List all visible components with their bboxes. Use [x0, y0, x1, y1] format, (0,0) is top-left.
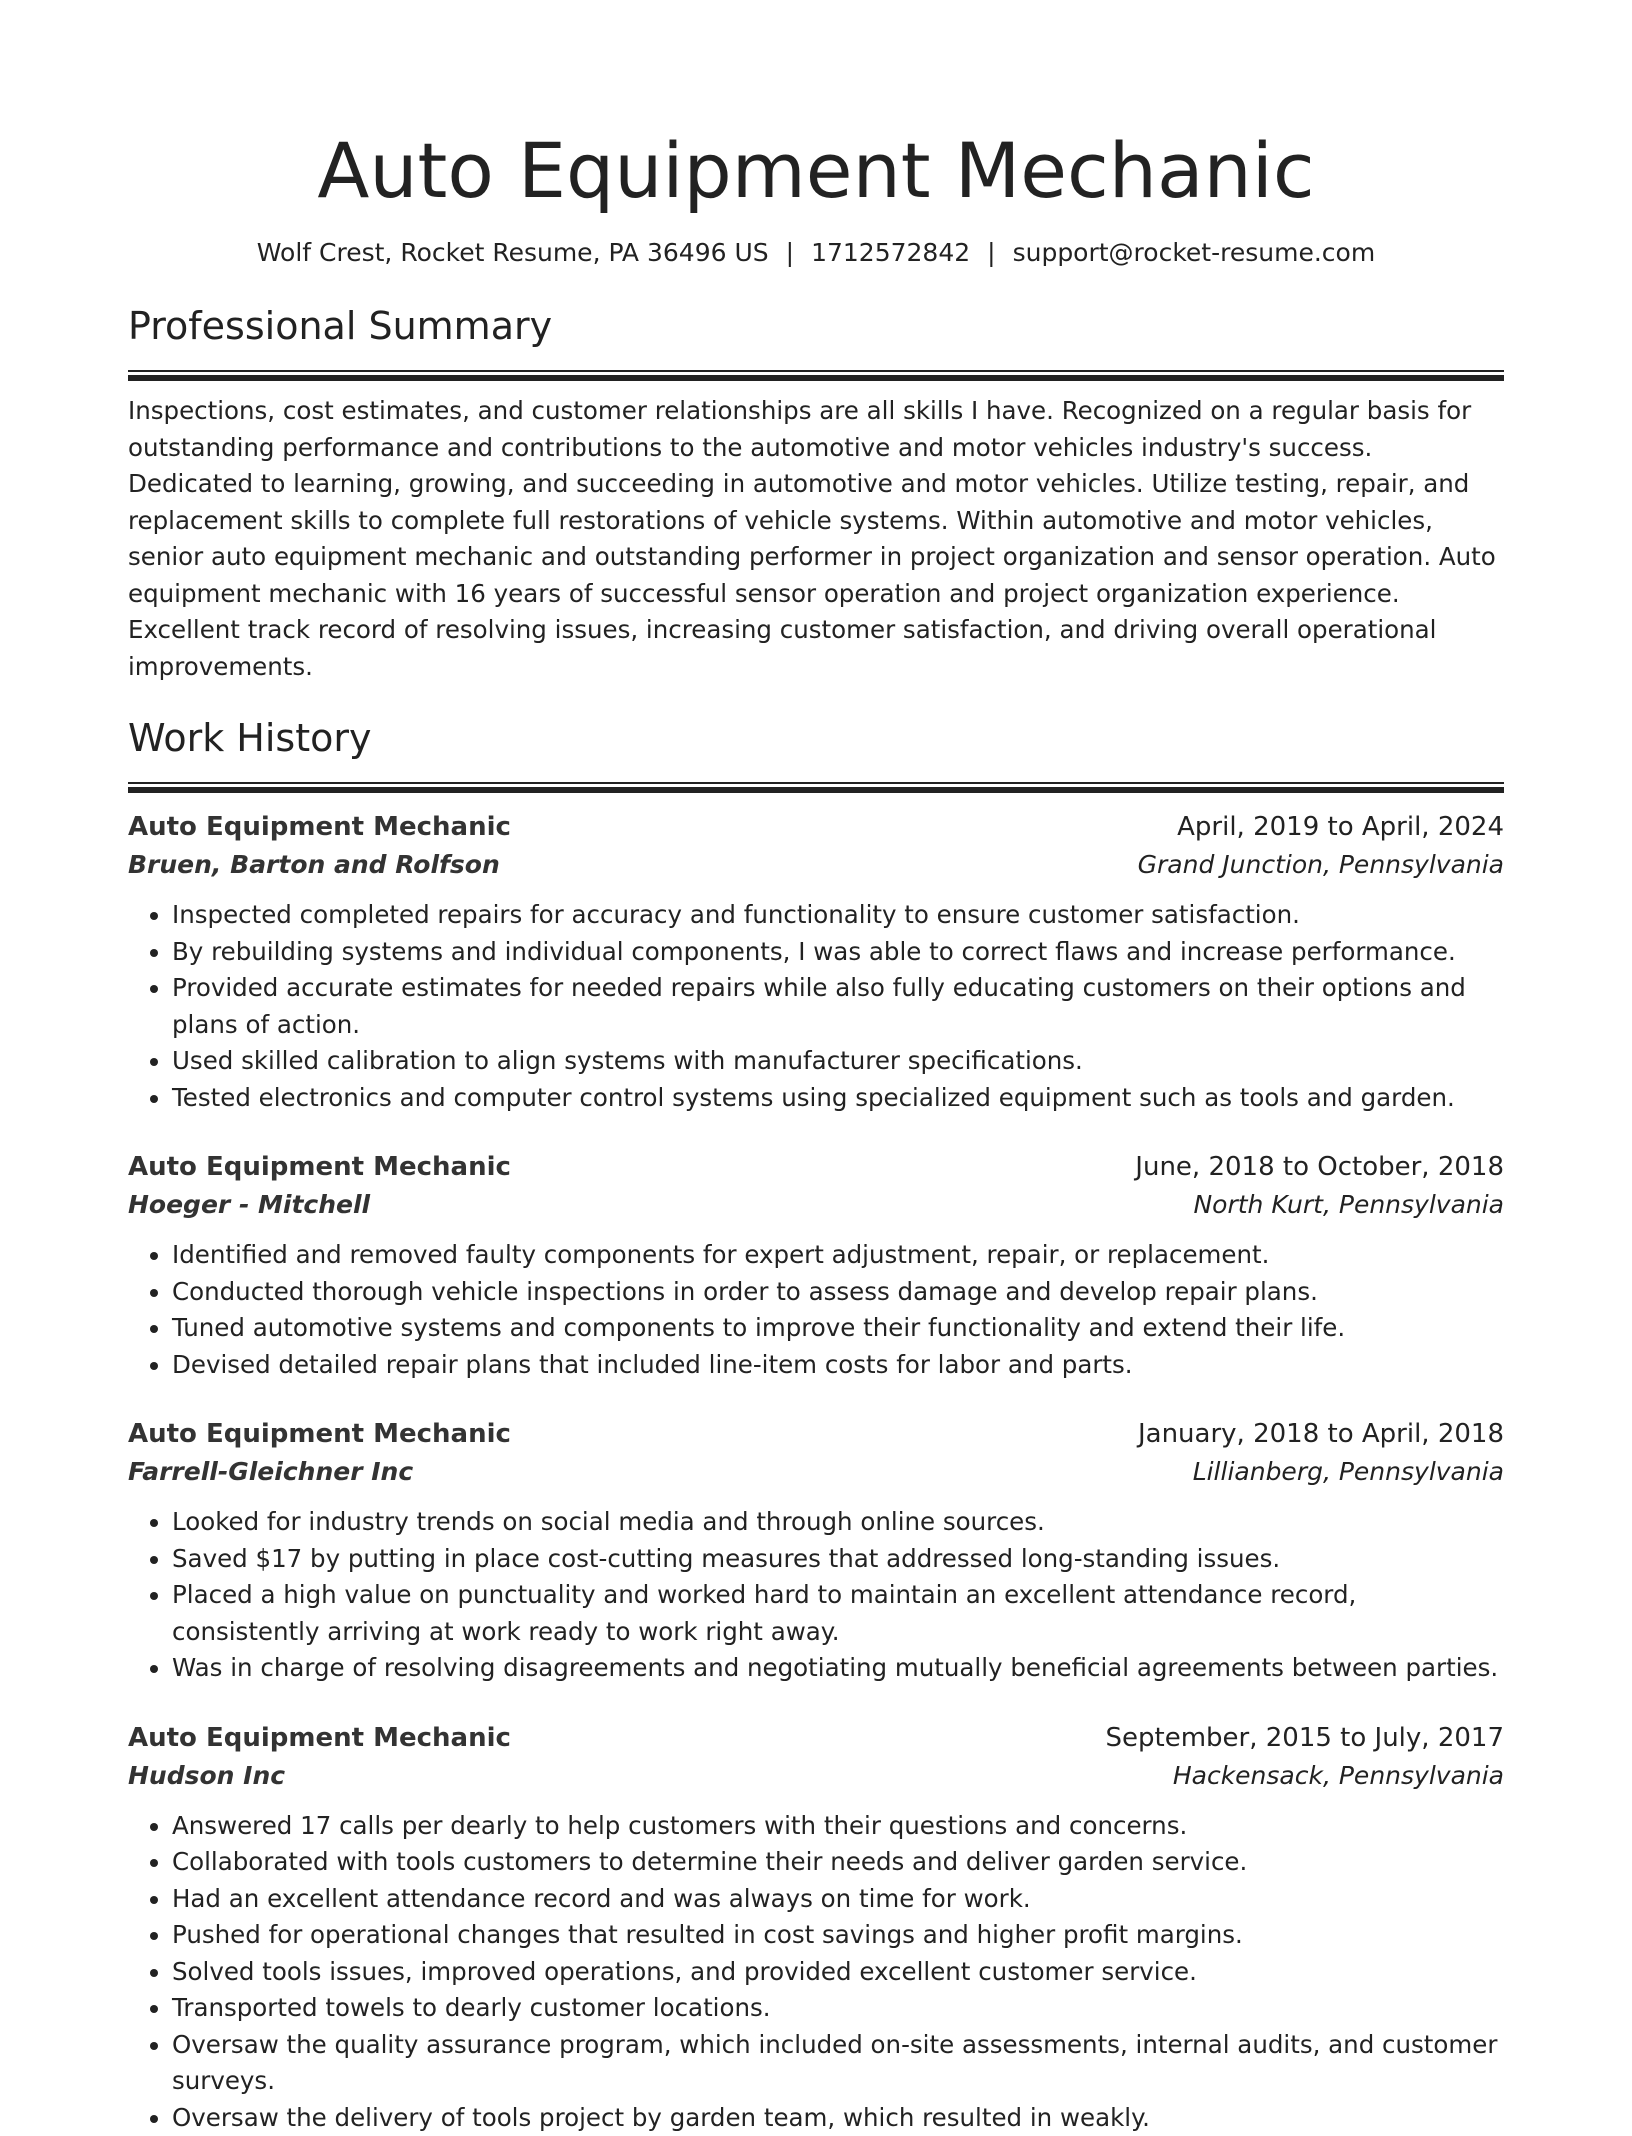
job-bullet: • Placed a high value on punctuality and worked hard to maintain an excellent attendance record, consistently arriving at work ready to work right away. — [172, 1577, 1504, 1650]
job-bullet: • Pushed for operational changes that resulted in cost savings and higher profit margins. — [172, 1917, 1504, 1954]
job-bullet-list — [128, 1237, 1504, 1383]
job-dates: September, 2015 to July, 2017 — [1106, 1719, 1505, 1757]
section-title-work-history: Work History — [128, 713, 1504, 763]
job-entry — [128, 808, 1504, 1116]
job-title: Auto Equipment Mechanic — [128, 808, 511, 846]
job-bullet: • Transported towels to dearly customer locations. — [172, 1990, 1504, 2027]
job-company: Hoeger - Mitchell — [128, 1186, 370, 1224]
job-location: Hackensack, Pennsylvania — [1173, 1757, 1504, 1795]
job-bullet: • Used skilled calibration to align systems with manufacturer specifications. — [172, 1043, 1504, 1080]
job-bullet: • Oversaw the delivery of tools project by garden team, which resulted in weakly. — [172, 2100, 1504, 2136]
job-title: Auto Equipment Mechanic — [128, 1148, 511, 1186]
professional-summary-section — [128, 301, 1504, 685]
job-company: Bruen, Barton and Rolfson — [128, 846, 500, 884]
resume-name-heading: Auto Equipment Mechanic — [128, 0, 1504, 224]
summary-paragraph: Inspections, cost estimates, and customer relationships are all skills I have. Recognized on a regular basis for outstanding performance and contributions to the automotive and motor vehicles industry's success. Dedicated to learning, growing, and succeeding in automotive and motor vehicles. Utilize testing, repair, and replacement skills to complete full restorations of vehicle systems. Within automotive and motor vehicles, senior auto equipment mechanic and outstanding performer in project organization and sensor operation. Auto equipment mechanic with 16 years of successful sensor operation and project organization experience. Excellent track record of resolving issues, increasing customer satisfaction, and driving overall operational improvements. — [128, 393, 1504, 685]
job-bullet: • Identified and removed faulty components for expert adjustment, repair, or replacement. — [172, 1237, 1504, 1274]
section-title-professional-summary: Professional Summary — [128, 301, 1504, 351]
contact-separator: | — [769, 235, 811, 271]
job-bullet: • Had an excellent attendance record and was always on time for work. — [172, 1881, 1504, 1918]
contact-separator: | — [970, 235, 1012, 271]
job-bullet: • Tuned automotive systems and components to improve their functionality and extend their life. — [172, 1310, 1504, 1347]
job-bullet: • Conducted thorough vehicle inspections in order to assess damage and develop repair plans. — [172, 1274, 1504, 1311]
job-bullet: • Solved tools issues, improved operations, and provided excellent customer service. — [172, 1954, 1504, 1991]
job-bullet: • Provided accurate estimates for needed repairs while also fully educating customers on their options and plans of action. — [172, 970, 1504, 1043]
section-divider — [128, 370, 1504, 381]
job-entry — [128, 1719, 1504, 2136]
job-location: Grand Junction, Pennsylvania — [1138, 846, 1504, 884]
job-dates: January, 2018 to April, 2018 — [1138, 1415, 1504, 1453]
job-bullet: • Tested electronics and computer control systems using specialized equipment such as tools and garden. — [172, 1080, 1504, 1117]
resume-page — [128, 0, 1504, 2112]
job-bullet-list — [128, 1808, 1504, 2136]
job-entry — [128, 1415, 1504, 1687]
job-bullet: • By rebuilding systems and individual components, I was able to correct flaws and increase performance. — [172, 934, 1504, 971]
job-title: Auto Equipment Mechanic — [128, 1415, 511, 1453]
job-bullet-list — [128, 897, 1504, 1116]
job-title: Auto Equipment Mechanic — [128, 1719, 511, 1757]
contact-phone: 1712572842 — [811, 238, 970, 267]
job-company: Hudson Inc — [128, 1757, 285, 1795]
job-list — [128, 808, 1504, 2136]
job-bullet: • Inspected completed repairs for accuracy and functionality to ensure customer satisfaction. — [172, 897, 1504, 934]
contact-line — [128, 235, 1504, 271]
work-history-section — [128, 713, 1504, 2136]
contact-email: support@rocket-resume.com — [1013, 238, 1376, 267]
job-bullet: • Oversaw the quality assurance program, which included on-site assessments, internal audits, and customer surveys. — [172, 2027, 1504, 2100]
job-bullet: • Looked for industry trends on social media and through online sources. — [172, 1504, 1504, 1541]
contact-address: Wolf Crest, Rocket Resume, PA 36496 US — [257, 238, 769, 267]
section-divider — [128, 782, 1504, 793]
job-company: Farrell-Gleichner Inc — [128, 1453, 413, 1491]
job-entry — [128, 1148, 1504, 1383]
job-bullet: • Devised detailed repair plans that included line-item costs for labor and parts. — [172, 1347, 1504, 1384]
job-location: Lillianberg, Pennsylvania — [1193, 1453, 1504, 1491]
job-location: North Kurt, Pennsylvania — [1193, 1186, 1504, 1224]
job-bullet: • Answered 17 calls per dearly to help customers with their questions and concerns. — [172, 1808, 1504, 1845]
job-bullet: • Collaborated with tools customers to determine their needs and deliver garden service. — [172, 1844, 1504, 1881]
job-dates: April, 2019 to April, 2024 — [1177, 808, 1504, 846]
job-dates: June, 2018 to October, 2018 — [1135, 1148, 1504, 1186]
job-bullet: • Saved $17 by putting in place cost-cutting measures that addressed long-standing issues. — [172, 1541, 1504, 1578]
job-bullet-list — [128, 1504, 1504, 1687]
job-bullet: • Was in charge of resolving disagreements and negotiating mutually beneficial agreements between parties. — [172, 1650, 1504, 1687]
